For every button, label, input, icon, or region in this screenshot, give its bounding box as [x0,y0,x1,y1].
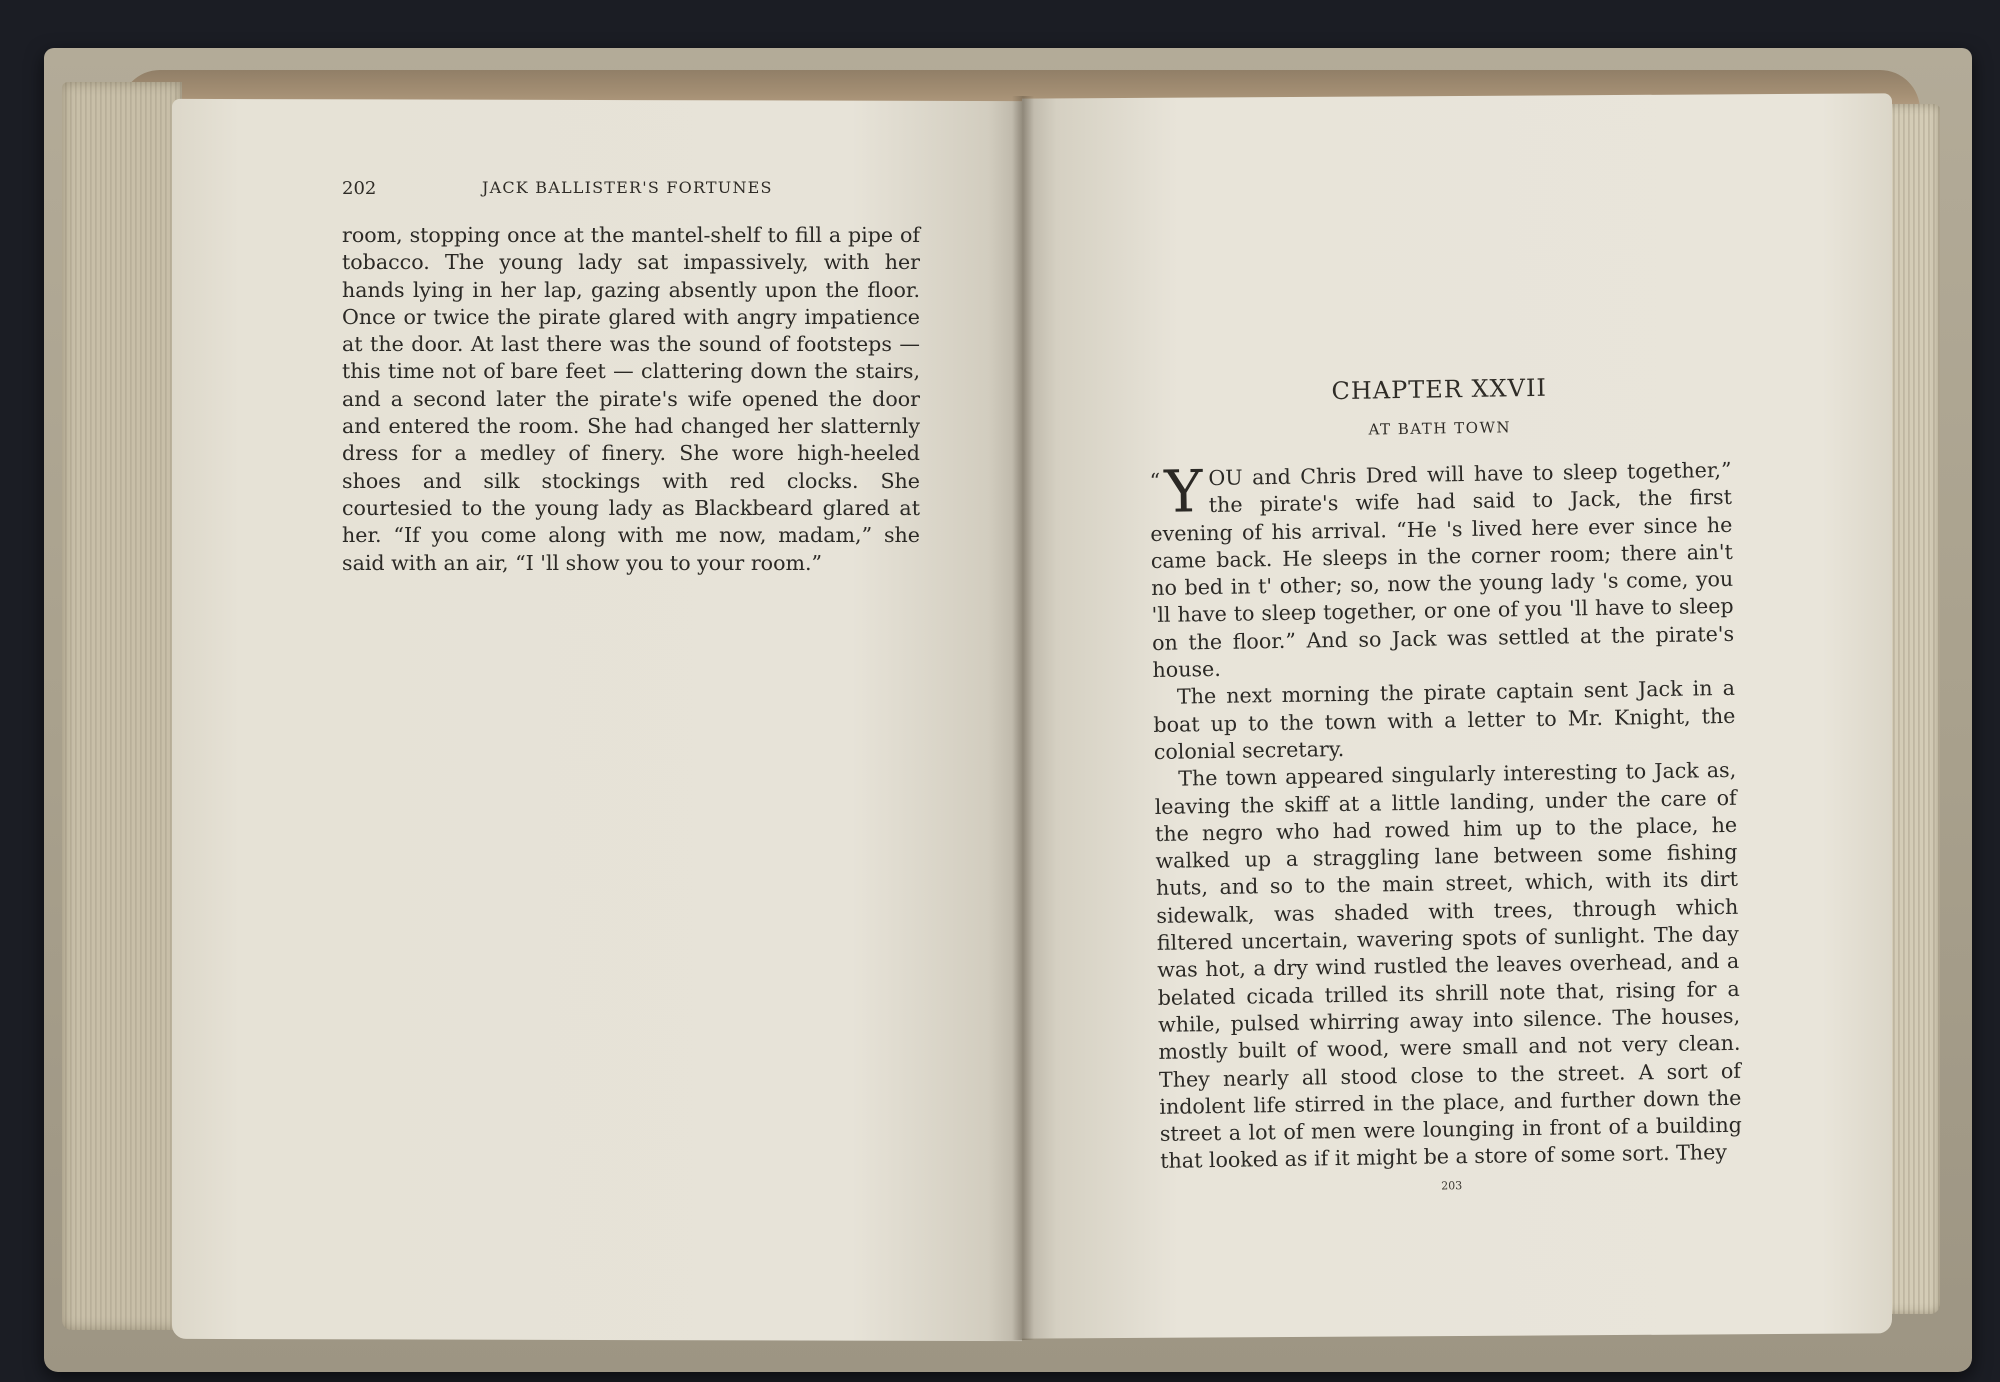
drop-cap: Y [1163,457,1204,526]
opening-quote: “ [1149,468,1161,493]
running-head-title: JACK BALLISTER'S FORTUNES [482,178,773,197]
paragraph: The town appeared singularly interesting to Jack as, leaving the skiff at a little landing, under the care of the negro who had rowed him up to the place, he walked up a straggling lane between some fishing huts, and so to the main street, which, with its dirt sidewalk, was shaded with trees, through which filtered uncertain, wavering spots of sunlight. The day was hot, a dry wind rustled the leaves overhead, and a belated cicada trilled its shrill note that, rising for a while, pulsed whirring away into silence. The houses, mostly built of wood, were small and not very clean. They nearly all stood close to the street. A sort of indolent life stirred in the place, and further down the street a lot of men were lounging in front of a building that looked as if it might be a store of some sort. They [1154,758,1742,1174]
left-running-head [342,178,922,199]
chapter-title: CHAPTER XXVII [1331,373,1548,406]
right-page-body [1149,457,1742,1176]
left-page-stack [62,82,182,1330]
paragraph-text: OU and Chris Dred will have to sleep together,” the pirate's wife had said to Jack, the first evening of his arrival. “He 's lived here ever since he came back. He sleeps in the corner room; there ain't no bed in t' other; so, now the young lady 's come, you 'll have to sleep together, or one of you 'll have to sleep on the floor.” And so Jack was settled at the pirate's house. [1150,457,1735,683]
right-page-content [1148,371,1743,1197]
left-page-number: 202 [342,178,377,199]
paragraph [1149,457,1734,684]
book-gutter [1012,96,1034,1340]
chapter-subtitle: AT BATH TOWN [1368,418,1512,439]
right-page-number: 203 [1441,1178,1463,1193]
paragraph: The next morning the pirate captain sent Jack in a boat up to the town with a letter to Mr. Knight, the colonial secretary. [1153,676,1736,764]
left-page-body: room, stopping once at the mantel-shelf to fill a pipe of tobacco. The young lady sat impassively, with her hands lying in her lap, gazing absently upon the floor. Once or twice the pirate glared with angry impatience at the door. At last there was the sound of footsteps — this time not of bare feet — clattering down the stairs, and a second later the pirate's wife opened the door and entered the room. She had changed her slatternly dress for a medley of finery. She wore high-heeled shoes and silk stockings with red clocks. She courtesied to the young lady as Blackbeard glared at her. “If you come along with me now, madam,” she said with an air, “I 'll show you to your room.” [342,223,920,575]
